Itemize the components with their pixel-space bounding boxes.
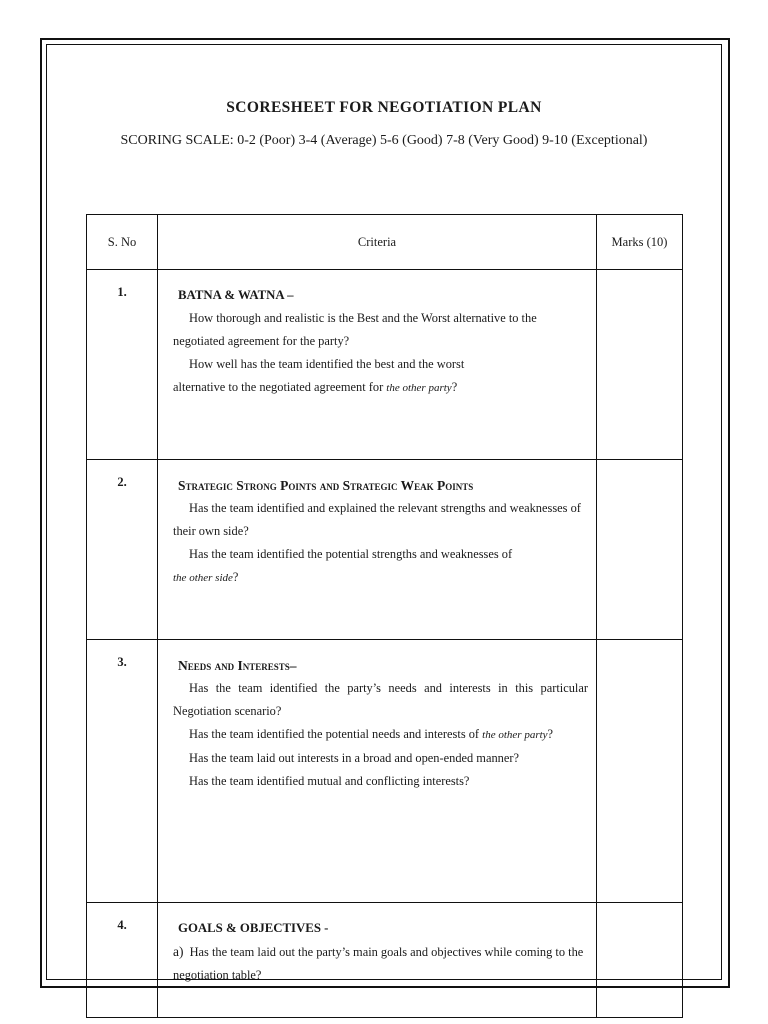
criteria-question: Has the team identified and explained the relevant strengths and weaknesses of their own side? — [173, 501, 581, 538]
criteria-question-continued — [173, 566, 588, 590]
question-mark: ? — [451, 380, 458, 394]
row-number: 1. — [87, 270, 158, 460]
marks-cell[interactable] — [597, 460, 683, 640]
question-text: Has the team laid out the party’s main goals and objectives while coming to the negotiation table? — [173, 945, 584, 982]
criteria-question-continued — [173, 376, 588, 400]
question-text: Has the team identified the potential needs and interests of — [189, 727, 483, 741]
row-number: 2. — [87, 460, 158, 640]
header-sno: S. No — [87, 215, 158, 270]
criteria-heading: Needs and Interests– — [178, 658, 297, 673]
criteria-heading: Strategic Strong Points and Strategic Weak Points — [178, 478, 474, 493]
criteria-cell — [158, 640, 597, 903]
header-marks: Marks (10) — [597, 215, 683, 270]
criteria-cell — [158, 270, 597, 460]
criteria-question: How well has the team identified the best and the worst — [189, 357, 465, 371]
table-header-row — [87, 215, 683, 270]
header-criteria: Criteria — [158, 215, 597, 270]
table-row — [87, 460, 683, 640]
list-marker: a) — [173, 944, 184, 959]
scoresheet-table — [86, 214, 683, 1018]
marks-cell[interactable] — [597, 270, 683, 460]
question-text: alternative to the negotiated agreement for — [173, 380, 387, 394]
question-mark: ? — [232, 570, 239, 584]
italic-phrase: the other party — [386, 382, 452, 394]
table-row — [87, 270, 683, 460]
criteria-question: How thorough and realistic is the Best and the Worst alternative to the negotiated agreement for the party? — [173, 311, 537, 348]
italic-phrase: the other side — [173, 572, 233, 584]
table-row — [87, 640, 683, 903]
criteria-question — [173, 723, 588, 747]
question-mark: ? — [547, 727, 554, 741]
criteria-heading: BATNA & WATNA – — [178, 288, 294, 302]
italic-phrase: the other party — [482, 729, 548, 741]
row-number: 4. — [87, 903, 158, 1018]
criteria-heading: GOALS & OBJECTIVES - — [178, 921, 329, 935]
criteria-question: Has the team identified mutual and conflicting interests? — [189, 774, 470, 788]
scoring-scale: SCORING SCALE: 0-2 (Poor) 3-4 (Average) 5-6 (Good) 7-8 (Very Good) 9-10 (Exceptional) — [120, 133, 648, 148]
document-title: SCORESHEET FOR NEGOTIATION PLAN — [226, 99, 542, 116]
criteria-question — [173, 940, 588, 987]
criteria-question: Has the team laid out interests in a broad and open-ended manner? — [189, 751, 519, 765]
row-number: 3. — [87, 640, 158, 903]
marks-cell[interactable] — [597, 903, 683, 1018]
criteria-question: Has the team identified the potential strengths and weaknesses of — [189, 547, 513, 561]
criteria-cell — [158, 903, 597, 1018]
table-row — [87, 903, 683, 1018]
criteria-cell — [158, 460, 597, 640]
marks-cell[interactable] — [597, 640, 683, 903]
criteria-question: Has the team identified the party’s needs and interests in this particular Negotiation scenario? — [173, 681, 588, 718]
